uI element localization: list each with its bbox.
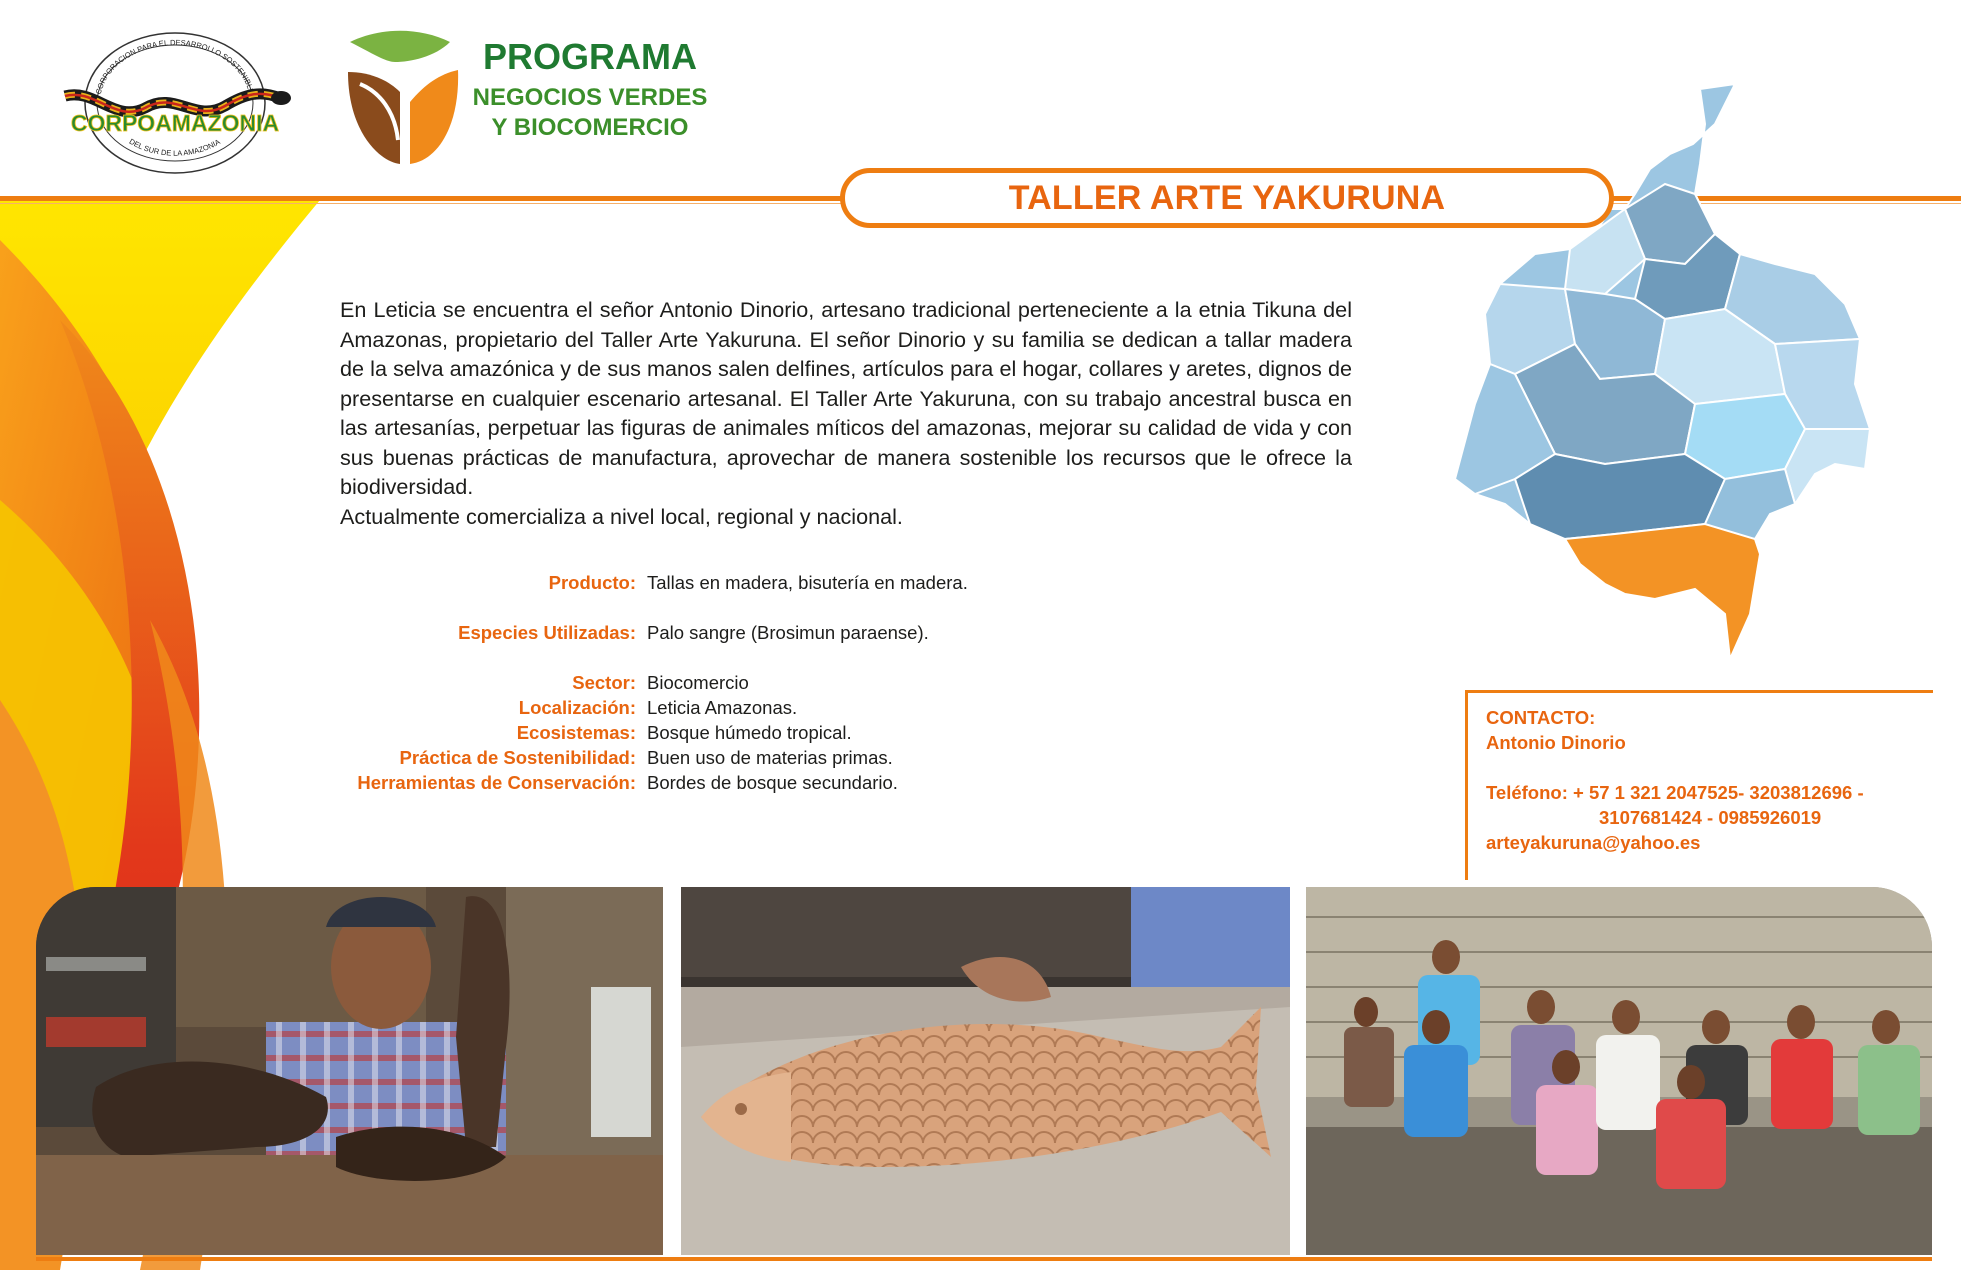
info-value-herramientas: Bordes de bosque secundario. [647, 772, 898, 793]
info-value-sector: Biocomercio [647, 672, 749, 693]
photo-family-group [1306, 887, 1932, 1255]
info-value-especies: Palo sangre (Brosimun paraense). [647, 622, 929, 643]
info-value-ecosistemas: Bosque húmedo tropical. [647, 722, 852, 743]
contact-heading: CONTACTO: [1486, 707, 1596, 728]
corpoamazonia-logo [55, 28, 295, 178]
contact-phone-line1: Teléfono: + 57 1 321 2047525- 3203812696 - [1486, 782, 1864, 803]
info-value-producto: Tallas en madera, bisutería en madera. [647, 572, 968, 593]
info-label-localizacion: Localización: [518, 697, 636, 718]
programa-line2: NEGOCIOS VERDES [472, 84, 708, 111]
info-label-especies: Especies Utilizadas: [458, 622, 636, 643]
corpo-ring-bottom-text: DEL SUR DE LA AMAZONIA [127, 136, 222, 158]
description-paragraph: En Leticia se encuentra el señor Antonio Dinorio, artesano tradicional perteneciente a la etnia Tikuna del Amazonas, propietario del Taller Arte Yakuruna. El señor Dinorio y su familia se dedican a tallar madera de la selva amazónica y de sus manos salen delfines, artículos para el hogar, collares y aretes, dignos de presentarse en cualquier escenario artesanal. El Taller Arte Yakuruna, con su trabajo ancestral busca en las artesanías, perpetuar las figuras de animales míticos del amazonas, mejorar su calidad de vida y con sus buenas prácticas de manufactura, aprovechar de manera sostenible los recursos que le ofrece la biodiversidad. [340, 297, 1352, 499]
corpo-ring-top-text: CORPORACION PARA EL DESARROLLO SOSTENIBLE [93, 37, 256, 96]
contact-box [1465, 690, 1933, 880]
contact-phone-line2: 3107681424 - 0985926019 [1599, 807, 1822, 828]
corpoamazonia-wordmark: CORPOAMAZONIA [70, 110, 280, 136]
description [340, 295, 1352, 531]
title-banner [840, 168, 1614, 228]
bottom-rule [36, 1257, 1932, 1261]
info-label-producto: Producto: [548, 572, 636, 593]
leaf-icon [340, 22, 470, 172]
page-title: TALLER ARTE YAKURUNA [1008, 178, 1446, 217]
info-label-herramientas: Herramientas de Conservación: [357, 772, 636, 793]
contact-email[interactable]: arteyakuruna@yahoo.es [1486, 832, 1701, 853]
info-value-localizacion: Leticia Amazonas. [647, 697, 798, 718]
programa-negocios-verdes-logo [340, 22, 720, 172]
info-value-practica: Buen uso de materias primas. [647, 747, 893, 768]
description-last-line: Actualmente comercializa a nivel local, regional y nacional. [340, 503, 903, 529]
programa-line1: PROGRAMA [483, 36, 697, 77]
info-label-practica: Práctica de Sostenibilidad: [399, 747, 636, 768]
photo-carved-fish [681, 887, 1290, 1255]
info-label-sector: Sector: [572, 672, 636, 693]
contact-name: Antonio Dinorio [1486, 732, 1626, 753]
photo-artisan-with-carvings [36, 887, 663, 1255]
info-label-ecosistemas: Ecosistemas: [516, 722, 636, 743]
programa-line3: Y BIOCOMERCIO [491, 114, 689, 141]
